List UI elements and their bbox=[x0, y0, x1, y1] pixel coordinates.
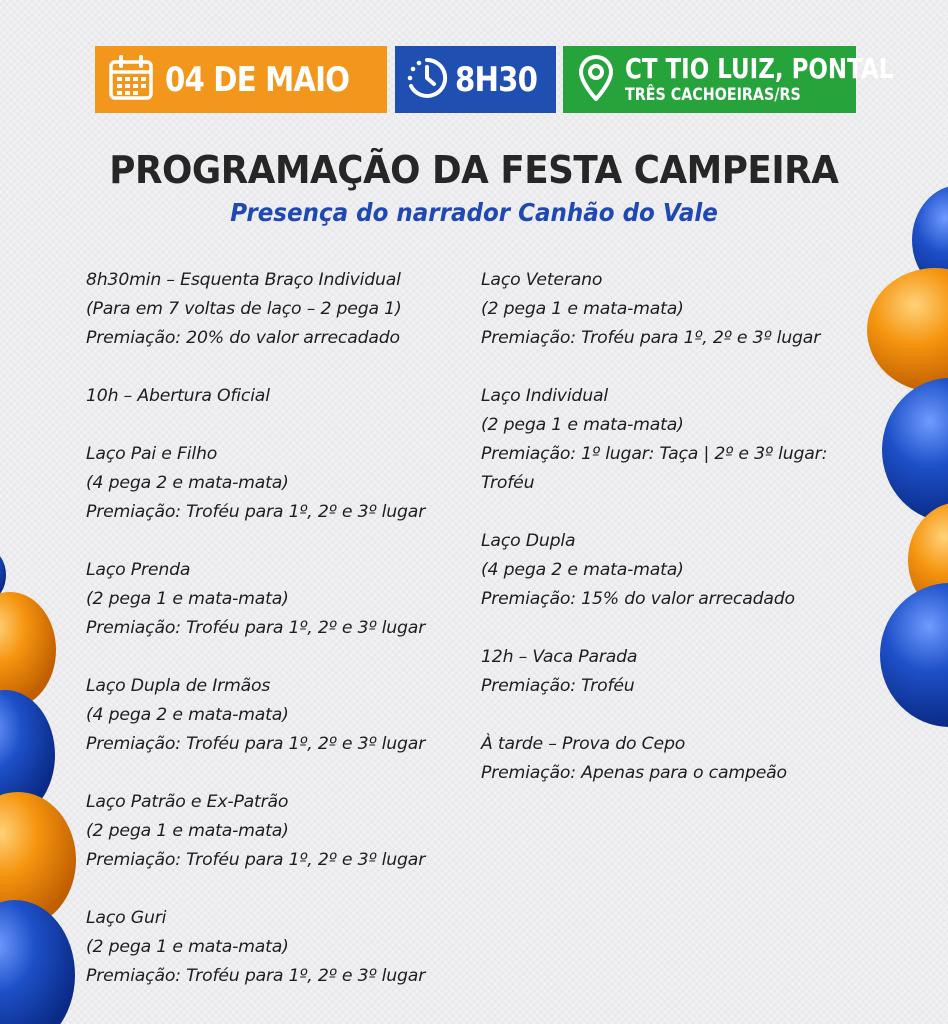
time-badge bbox=[395, 46, 556, 113]
schedule-item: Laço Guri (2 pega 1 e mata-mata) Premiação: Troféu para 1º, 2º e 3º lugar bbox=[86, 908, 426, 986]
event-date: 04 DE MAIO bbox=[165, 59, 350, 100]
schedule-item: Laço Dupla de Irmãos (4 pega 2 e mata-mata) Premiação: Troféu para 1º, 2º e 3º lugar bbox=[86, 676, 426, 754]
balloon-blue bbox=[880, 583, 948, 727]
schedule-item: Laço Patrão e Ex-Patrão (2 pega 1 e mata-mata) Premiação: Troféu para 1º, 2º e 3º lugar bbox=[86, 792, 426, 870]
schedule-item: À tarde – Prova do Cepo Premiação: Apenas para o campeão bbox=[481, 734, 787, 783]
balloon-blue bbox=[0, 551, 6, 599]
balloon-blue bbox=[0, 690, 55, 820]
schedule-item: 12h – Vaca Parada Premiação: Troféu bbox=[481, 647, 638, 696]
balloon-orange bbox=[0, 592, 56, 708]
page-title: PROGRAMAÇÃO DA FESTA CAMPEIRA bbox=[109, 148, 839, 192]
balloon-orange bbox=[0, 792, 76, 928]
location-venue: CT TIO LUIZ, PONTAL bbox=[625, 52, 894, 85]
date-badge bbox=[95, 46, 387, 113]
schedule-item: Laço Dupla (4 pega 2 e mata-mata) Premiação: 15% do valor arrecadado bbox=[481, 531, 795, 609]
balloon-blue bbox=[0, 900, 75, 1024]
clock-icon bbox=[405, 56, 449, 104]
balloon-orange bbox=[908, 502, 948, 618]
schedule-item: Laço Veterano (2 pega 1 e mata-mata) Premiação: Troféu para 1º, 2º e 3º lugar bbox=[481, 270, 821, 348]
location-badge bbox=[563, 46, 894, 113]
schedule-item: 8h30min – Esquenta Braço Individual (Para em 7 voltas de laço – 2 pega 1) Premiação: 20% do valor arrecadado bbox=[86, 270, 402, 348]
schedule-item: Laço Pai e Filho (4 pega 2 e mata-mata) Premiação: Troféu para 1º, 2º e 3º lugar bbox=[86, 444, 426, 522]
schedule-item: Laço Prenda (2 pega 1 e mata-mata) Premiação: Troféu para 1º, 2º e 3º lugar bbox=[86, 560, 426, 638]
schedule-item: 10h – Abertura Oficial bbox=[86, 386, 270, 406]
location-city: TRÊS CACHOEIRAS/RS bbox=[625, 85, 801, 105]
balloon-orange bbox=[867, 268, 948, 392]
calendar-icon bbox=[107, 54, 155, 106]
balloon-blue bbox=[882, 378, 948, 522]
page-subtitle: Presença do narrador Canhão do Vale bbox=[230, 198, 718, 227]
schedule-right-column bbox=[481, 266, 871, 817]
map-pin-icon bbox=[577, 54, 615, 106]
event-time: 8H30 bbox=[455, 59, 538, 100]
location-text bbox=[625, 52, 948, 105]
schedule-left-column bbox=[86, 266, 486, 1020]
schedule-item: Laço Individual (2 pega 1 e mata-mata) Premiação: 1º lugar: Taça | 2º e 3º lugar: Troféu bbox=[481, 386, 828, 493]
